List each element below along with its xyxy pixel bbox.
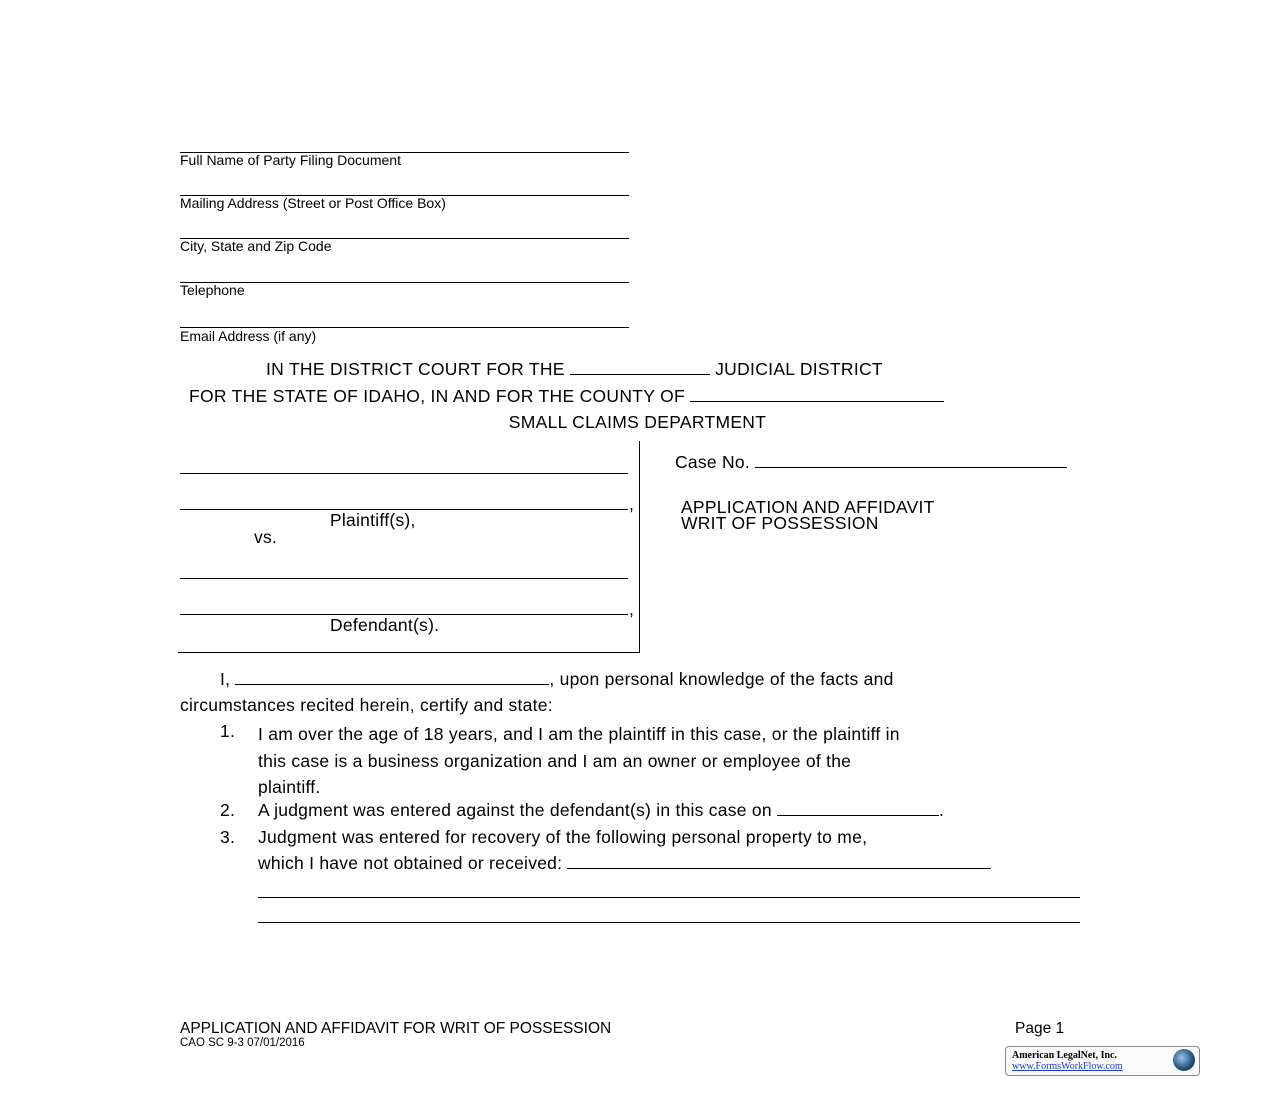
item-2-period: . <box>938 800 945 820</box>
item-1-number: 1. <box>220 721 236 741</box>
defendant-comma: , <box>629 599 635 619</box>
case-number-blank[interactable] <box>755 453 1067 468</box>
globe-icon <box>1173 1049 1195 1071</box>
document-title <box>681 499 935 531</box>
defendant-label: Defendant(s). <box>330 615 440 635</box>
county-blank[interactable] <box>690 387 944 402</box>
vs-label: vs. <box>254 527 278 547</box>
judicial-district-blank[interactable] <box>570 360 710 375</box>
document-title-line-1: APPLICATION AND AFFIDAVIT <box>681 497 935 517</box>
footer-form-code: CAO SC 9-3 07/01/2016 <box>180 1037 305 1049</box>
footer-title: APPLICATION AND AFFIDAVIT FOR WRIT OF POSSESSION <box>180 1020 612 1037</box>
item-1-line-3: plaintiff. <box>258 777 321 797</box>
case-number <box>675 452 1067 473</box>
case-number-label: Case No. <box>675 452 750 472</box>
item-1-line-1: I am over the age of 18 years, and I am the plaintiff in this case, or the plaintiff in <box>258 724 900 744</box>
intro-line <box>220 669 894 690</box>
mailing-address-label: Mailing Address (Street or Post Office Box) <box>180 195 446 211</box>
item-2 <box>258 800 944 821</box>
court-line-3: SMALL CLAIMS DEPARTMENT <box>508 412 767 432</box>
court-line-1-a: IN THE DISTRICT COURT FOR THE <box>266 359 565 379</box>
plaintiff-label: Plaintiff(s), <box>330 510 416 530</box>
plaintiff-line-1[interactable] <box>180 473 628 474</box>
property-blank-3[interactable] <box>258 922 1080 923</box>
plaintiff-comma: , <box>629 494 635 514</box>
telephone-line[interactable] <box>180 282 629 283</box>
item-3-line-2 <box>258 853 991 874</box>
intro-i: I, <box>220 669 231 689</box>
item-1 <box>258 721 900 801</box>
item-3-number: 3. <box>220 827 236 847</box>
full-name-label: Full Name of Party Filing Document <box>180 152 401 168</box>
court-line-1-b: JUDICIAL DISTRICT <box>715 359 883 379</box>
court-line-2 <box>189 386 944 407</box>
defendant-line-1[interactable] <box>180 578 628 579</box>
item-1-line-2: this case is a business organization and I am an owner or employee of the <box>258 750 852 771</box>
page-number: Page 1 <box>1015 1020 1065 1037</box>
logo-name: American LegalNet, Inc. <box>1012 1050 1117 1061</box>
logo-url[interactable]: www.FormsWorkFlow.com <box>1012 1061 1123 1072</box>
item-2-text: A judgment was entered against the defendant(s) in this case on <box>258 800 772 820</box>
document-title-line-2: WRIT OF POSSESSION <box>681 513 879 533</box>
court-line-2-text: FOR THE STATE OF IDAHO, IN AND FOR THE COUNTY OF <box>189 386 686 406</box>
affiant-name-blank[interactable] <box>235 670 549 685</box>
judgment-date-blank[interactable] <box>777 801 939 816</box>
american-legalnet-logo[interactable] <box>1005 1046 1200 1076</box>
property-blank-1[interactable] <box>567 854 991 869</box>
item-3-line-1: Judgment was entered for recovery of the following personal property to me, <box>258 827 868 847</box>
caption-divider <box>639 441 640 652</box>
city-state-zip-label: City, State and Zip Code <box>180 238 332 254</box>
email-label: Email Address (if any) <box>180 328 317 344</box>
intro-rest: , upon personal knowledge of the facts and <box>549 669 894 689</box>
item-2-number: 2. <box>220 800 236 820</box>
item-3-line-2-text: which I have not obtained or received: <box>258 853 563 873</box>
caption-bottom-rule <box>178 652 640 653</box>
telephone-label: Telephone <box>180 282 245 298</box>
property-blank-2[interactable] <box>258 897 1080 898</box>
court-line-1 <box>266 359 883 380</box>
intro-line-2: circumstances recited herein, certify and state: <box>180 695 553 715</box>
